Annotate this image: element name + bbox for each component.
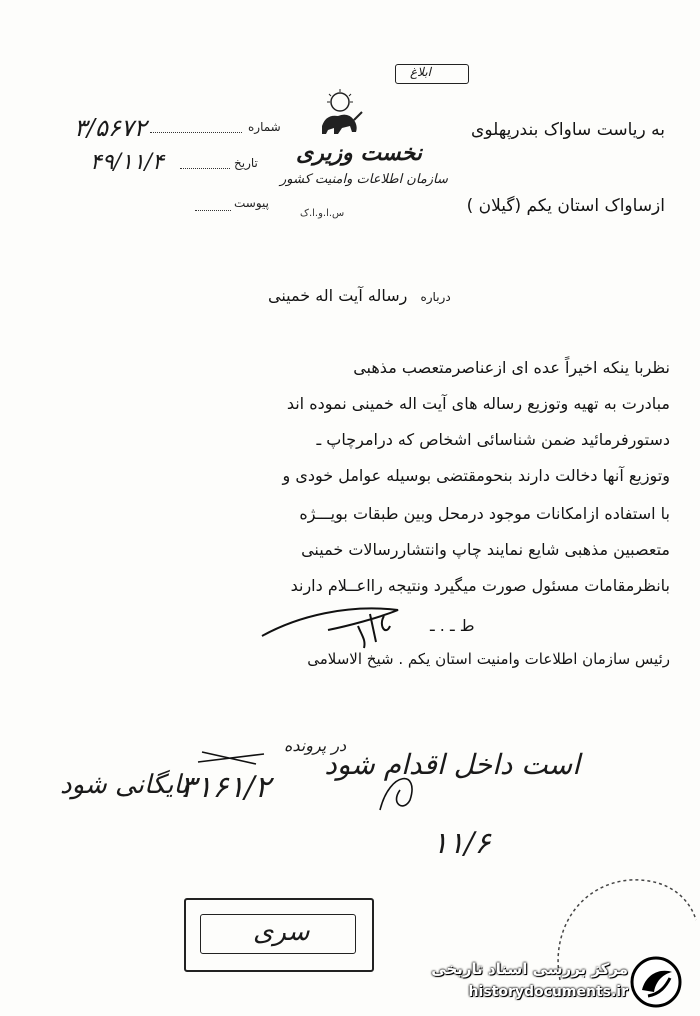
subject-text: رساله آیت اله خمینی	[268, 286, 408, 305]
number-label: شماره	[248, 120, 281, 134]
signatory-line: رئیس سازمان اطلاعات وامنیت استان یکم . شیخ الاسلامی	[307, 650, 670, 668]
date-dots	[180, 168, 230, 169]
handwritten-note-right: است داخل اقدام شود	[324, 748, 580, 781]
handwritten-note-date: ۱۱/۶	[432, 826, 491, 861]
attachment-label: پیوست	[234, 196, 269, 210]
handwritten-note-left-tail: بایگانی شود	[60, 770, 189, 800]
top-stamp-text: ابلاغ	[410, 65, 431, 79]
body-line-5: با استفاده ازامکانات موجود درمحل وبین طبقات بویـــژه	[299, 504, 670, 523]
lion-and-sun-emblem	[312, 86, 368, 142]
org-line-1: نخست وزیری	[296, 140, 422, 166]
attachment-dots	[195, 210, 231, 211]
bottom-stamp-text: سری	[253, 917, 310, 947]
handwritten-note-left-top: در پرونده	[284, 736, 347, 755]
date-label: تاریخ	[234, 156, 258, 170]
org-line-2: سازمان اطلاعات وامنیت کشور	[280, 172, 448, 187]
number-dots	[150, 132, 242, 133]
handwritten-loop	[370, 760, 430, 820]
body-line-1: نظربا ینکه اخیراً عده ای ازعناصرمتعصب مذهبی	[353, 358, 670, 377]
strikethrough-mark	[196, 748, 266, 768]
body-line-4: وتوزیع آنها دخالت دارند بنحومقتضی بوسیله عوامل خودی و	[282, 466, 670, 485]
number-value: ۳/۵۶۷۲	[74, 114, 147, 142]
handwritten-note-left-number: ۳۱۶۱/۲	[180, 770, 271, 805]
body-line-2: مبادرت به تهیه وتوزیع رساله های آیت اله خمینی نموده اند	[286, 394, 670, 413]
subject-line	[268, 286, 451, 305]
bottom-stamp-inner	[200, 914, 356, 954]
watermark-title: مرکز بررسی اسناد تاریخی	[431, 960, 628, 978]
archive-logo-icon	[630, 956, 682, 1008]
date-value: ۴۹/۱۱/۴	[90, 150, 164, 175]
signature-scribble	[258, 596, 408, 656]
body-line-7: بانظرمقامات مسئول صورت میگیرد ونتیجه رااعــلام دارند	[290, 576, 670, 595]
bottom-stamp	[184, 898, 374, 972]
body-line-6: متعصبین مذهبی شایع نمایند چاپ وانتشاررسالات خمینی	[301, 540, 670, 559]
subject-label: درباره	[420, 290, 451, 304]
body-line-3: دستورفرمائید ضمن شناسائی اشخاص که درامرچاپ ـ	[316, 430, 670, 449]
top-stamp	[395, 64, 469, 84]
watermark-url: historydocuments.ir	[468, 984, 628, 1000]
org-line-3: س.ا.و.ا.ک	[300, 208, 345, 219]
sender-line: ازساواک استان یکم (گیلان )	[466, 196, 665, 216]
recipient-line: به ریاست ساواک بندرپهلوی	[471, 120, 665, 140]
closing-mark: ط ـ . ـ	[430, 616, 475, 635]
